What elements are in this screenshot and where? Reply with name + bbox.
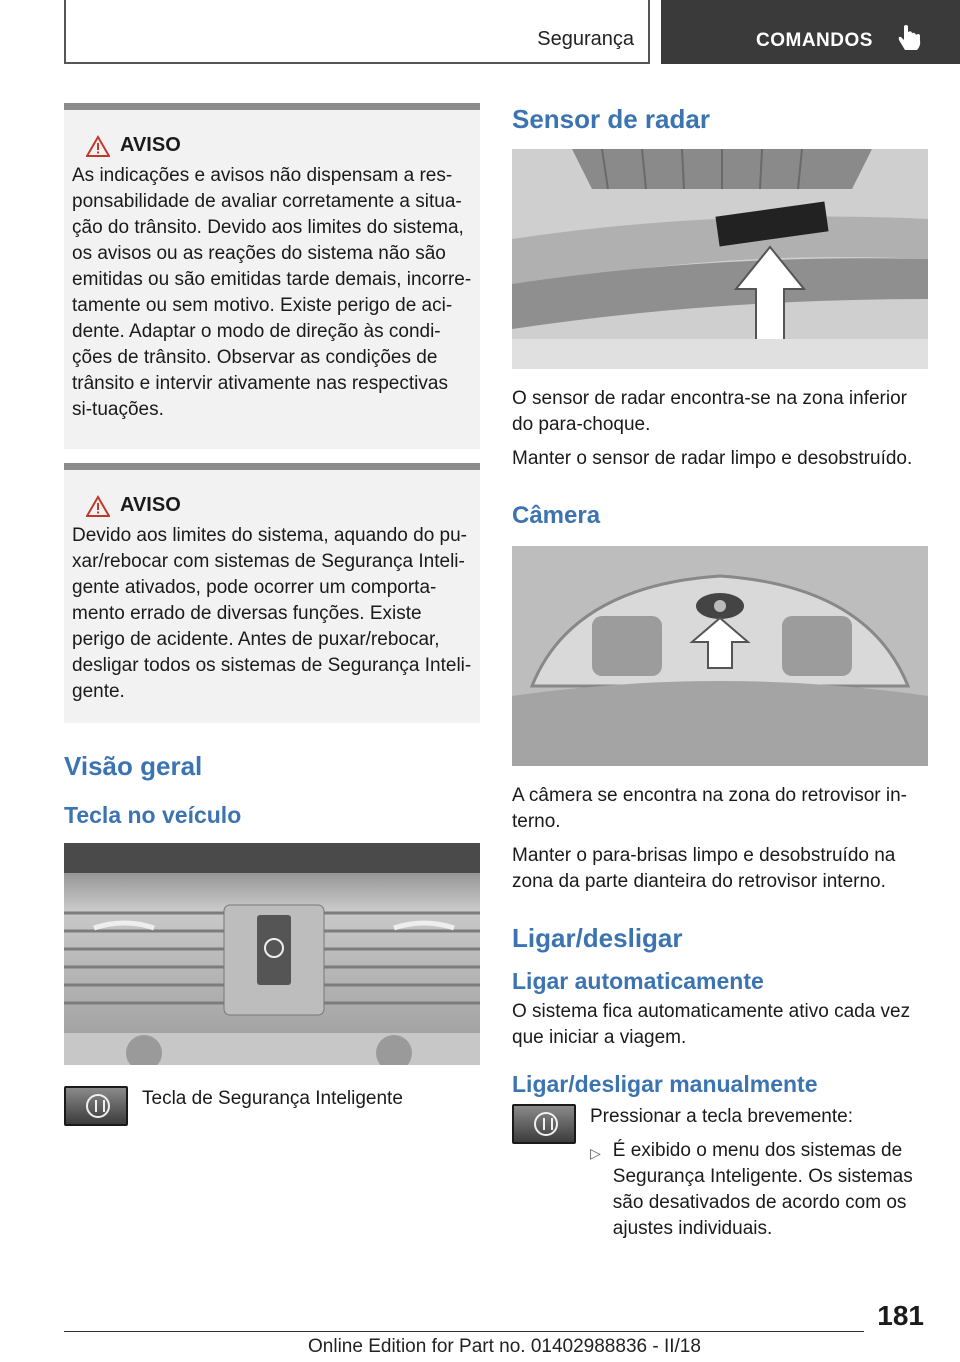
intelligent-safety-button-icon <box>512 1104 576 1144</box>
warning-text: Devido aos limites do sistema, aquando do pu-xar/rebocar com sistemas de Segurança Inteli-gente ativados, pode ocorrer um comporta-mento errado de diversas funções. Existe perigo de acidente. Antes de puxar/rebocar, desligar todos os sistemas de Segurança Inteli-gente. <box>72 525 472 702</box>
header-chapter-tab <box>661 0 960 64</box>
triangle-bullet-icon: ▷ <box>590 1145 601 1161</box>
manual-button-row <box>512 1104 928 1242</box>
warning-box-2 <box>64 463 480 723</box>
warning-title: AVISO <box>120 494 181 516</box>
header-chapter-label: COMANDOS <box>756 30 873 51</box>
warning-box-1 <box>64 103 480 449</box>
right-column <box>512 100 928 1242</box>
radar-sensor-photo <box>512 149 928 369</box>
section-title-on-off: Ligar/desligar <box>512 923 683 953</box>
radar-location-text: O sensor de radar encontra-se na zona inferior do para-choque. <box>512 388 907 435</box>
auto-on-text: O sistema fica automaticamente ativo cada vez que iniciar a viagem. <box>512 1001 911 1048</box>
section-title-camera: Câmera <box>512 502 601 529</box>
warning-text: As indicações e avisos não dispensam a res-ponsabilidade de avaliar corretamente a situa-ção do trânsito. Devido aos limites do sistema, os avisos ou as reações do sistema não são emitidas ou são emitidas tarde demais, incorre-tamente ou sem motivo. Existe perigo de aci-dente. Adaptar o modo de direção às condi-ções de trânsito. Observar as condições de trânsito e intervir ativamente nas respectivas si-tuações. <box>72 165 472 420</box>
section-title-overview: Visão geral <box>64 751 203 781</box>
header-section-title: Segurança <box>537 28 634 50</box>
intelligent-safety-button-icon <box>64 1086 128 1126</box>
header-frame <box>64 0 650 64</box>
warning-triangle-icon <box>86 495 110 517</box>
subsection-title-auto: Ligar automaticamente <box>512 968 764 994</box>
warning-title: AVISO <box>120 134 181 156</box>
radar-clean-text: Manter o sensor de radar limpo e desobstruído. <box>512 448 913 469</box>
subsection-title-manual: Ligar/desligar manualmente <box>512 1071 818 1097</box>
left-column <box>64 103 480 1126</box>
list-item <box>590 1138 928 1242</box>
manual-caption: Pressionar a tecla brevemente: <box>590 1106 853 1127</box>
button-legend-row <box>64 1086 480 1126</box>
warning-triangle-icon <box>86 135 110 157</box>
camera-location-photo <box>512 546 928 766</box>
section-title-radar: Sensor de radar <box>512 104 710 134</box>
button-caption: Tecla de Segurança Inteligente <box>142 1088 403 1109</box>
footer-divider <box>64 1331 864 1332</box>
camera-clean-text: Manter o para-brisas limpo e desobstruído na zona da parte dianteira do retrovisor interno. <box>512 845 896 892</box>
camera-location-text: A câmera se encontra na zona do retrovisor in-terno. <box>512 785 907 832</box>
subsection-title-vehicle-button: Tecla no veículo <box>64 802 242 828</box>
pointing-hand-icon <box>897 24 923 54</box>
footer-edition-text: Online Edition for Part no. 01402988836 - II/18 <box>308 1336 701 1357</box>
dashboard-button-photo <box>64 843 480 1065</box>
bullet-text: É exibido o menu dos sistemas de Segurança Inteligente. Os sistemas são desativados de acordo com os ajustes individuais. <box>612 1140 913 1239</box>
page-number: 181 <box>877 1300 924 1331</box>
